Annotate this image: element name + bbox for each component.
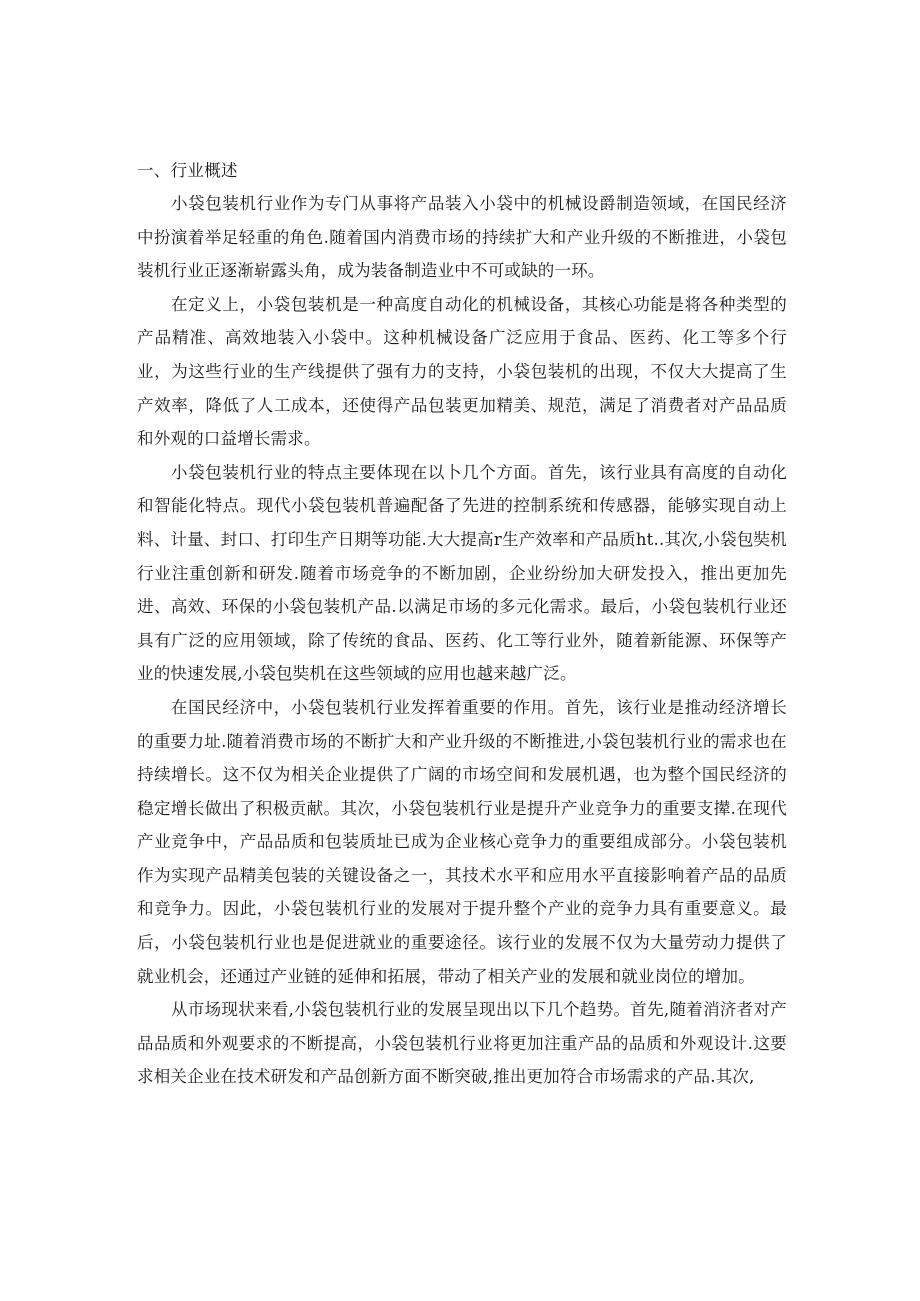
document-body: [137, 154, 787, 1094]
paragraph-economic-role: 在国民经济中，小袋包装机行业发挥着重要的作用。首先，该行业是推动经济增长的重要力址.随着消费市场的不断扩大和产业升级的不断推进,小袋包装机行业的需求也在持续增长。这不仅为相关企业提供了广阔的市场空间和发展机遇，也为整个国民经济的稳定增长做出了积极贡献。其次，小袋包装机行业是提升产业竞争力的重要支撵.在现代产业竞争中，产品品质和包装质址已成为企业核心竞争力的重要组成部分。小袋包装机作为实现产品精美包装的关键设备之一，其技术水平和应用水平直接影响着产品的品质和竞争力。因此，小袋包装机行业的发展对于提升整个产业的竞争力具有重要意义。最后，小袋包装机行业也是促进就业的重要途径。该行业的发展不仅为大量劳动力提供了就业机会，还通过产业链的延伸和拓展，带动了相关产业的发展和就业岗位的增加。: [137, 697, 787, 986]
paragraph-definition: 在定义上，小袋包装机是一种高度自动化的机械设备，其核心功能是将各种类型的产品精准、高效地装入小袋中。这种机械设备广泛应用于食品、医药、化工等多个行业，为这些行业的生产线提供了强有力的支持，小袋包装机的出现，不仅大大提高了生产效率，降低了人工成本，还使得产品包装更加精美、规范，满足了消费者对产品品质和外观的口益增长需求。: [137, 294, 787, 449]
paragraph-intro: 小袋包装机行业作为专门从事将产品装入小袋中的机械设爵制造领域，在国民经济中扮演着举足轻重的角色.随着国内消费市场的持续扩大和产业升级的不断推进，小袋包装机行业正逐渐崭露头角，成为装备制造业中不可或缺的一环。: [137, 194, 787, 281]
section-heading: 一、行业概述: [137, 161, 238, 180]
paragraph-characteristics: 小袋包装机行业的特点主要体现在以卜几个方面。首先，该行业具有高度的自动化和智能化特点。现代小袋包装机普遍配备了先进的控制系统和传感器，能够实现自动上料、计量、封口、打印生产日期等功能.大大提高r生产效率和产品质ht..其次,小袋包奘机行业注重创新和研发.随着市场竞争的不断加剧，企业纷纷加大研发投入，推出更加先进、高效、环保的小袋包装机产品.以满足市场的多元化需求。最后，小袋包装机行业还具有广泛的应用领域，除了传统的食品、医药、化工等行业外，随着新能源、环保等产业的快速发展,小袋包奘机在这些领域的应用也越来越广泛。: [137, 462, 787, 684]
paragraph-market-status: 从市场现状来看,小袋包装机行业的发展呈现出以下几个趋势。首先,随着消济者对产品品质和外观要求的不断提高，小袋包装机行业将更加注重产品的品质和外观设计.这要求相关企业在技术研发和产品创新方面不断突破,推出更加符合市场需求的产品.其次,: [137, 1000, 787, 1087]
